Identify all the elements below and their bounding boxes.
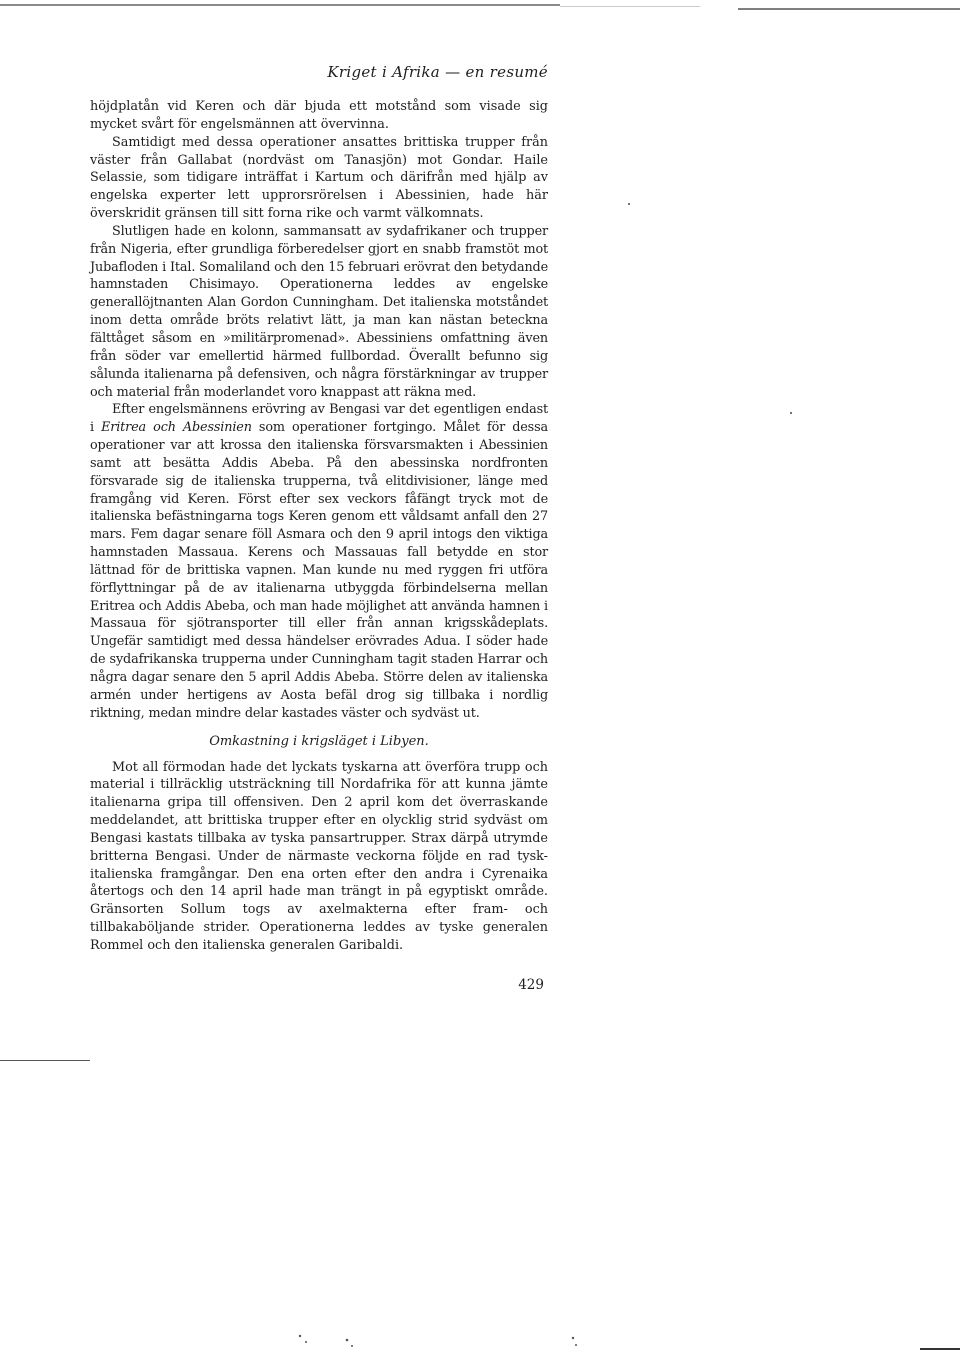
scan-edge-bottom [920,1348,960,1350]
running-head: Kriget i Afrika — en resumé [327,63,548,81]
dust-speck [572,1337,574,1339]
dust-speck [351,1345,353,1347]
scan-speck [628,203,630,205]
paragraph-3: Slutligen hade en kolonn, sammansatt av sydafrikaner och trupper från Nigeria, efter grundliga förberedelser gjort en snabb framstöt mot Jubafloden i Ital. Somaliland och den 15 februari erövrat den betydande hamnstaden Chisimayo. Operationerna leddes av engelske generallöjtnanten Alan Gordon Cunningham. Det italienska motståndet inom detta område bröts relativt lätt, ja man kan nästan beteckna fälttåget såsom en »militärpromenad». Abessiniens omfattning även från söder var emellertid härmed fullbordad. Överallt befunno sig sålunda italienarna på defensiven, och några förstärkningar av trupper och material från moderlandet voro knappast att räkna med. [90,223,549,400]
section-heading: Omkastning i krigsläget i Libyen. [209,733,429,749]
dust-speck [346,1339,349,1342]
page-number: 429 [518,976,544,993]
paragraph-4-text-start: Efter engelsmännens erövring av Bengasi var det egentligen endast i [90,402,548,436]
dust-speck [575,1344,577,1346]
paragraph-2: Samtidigt med dessa operationer ansattes brittiska trupper från väster från Gallabat (nordväst om Tanasjön) mot Gondar. Haile Selassie, som tidigare inträffat i Kartum och därifrån med hjälp av engelska experter lett upprorsrörelsen i Abessinien, hade här överskridit gränsen till sitt forna rike och varmt välkomnats. [90,134,548,222]
paragraph-4 [90,401,548,722]
scan-edge-top-right [738,8,960,10]
book-page [90,60,548,993]
margin-rule [0,1060,90,1061]
scan-edge-top-middle [560,6,700,7]
paragraph-4-text-end: som operationer fortgingo. Målet för dessa operationer var att krossa den italienska försvarsmakten i Abessinien samt att besätta Addis Abeba. På den abessinska nordfronten försvarade sig de italienska trupperna, två elitdivisioner, länge med framgång vid Keren. Först efter sex veckors fåfängt tryck mot de italienska befästningarna togs Keren genom ett våldsamt anfall den 27 mars. Fem dagar senare föll Asmara och den 9 april intogs den viktiga hamnstaden Massaua. Kerens och Massauas fall betydde en stor lättnad för de brittiska vapnen. Man kunde nu med ryggen fri utföra förflyttningar på de av italienarna utbyggda förbindelserna mellan Eritrea och Addis Abeba, och man hade möjlighet att använda hamnen i Massaua för sjötransporter till eller från annan krigsskådeplats. Ungefär samtidigt med dessa händelser erövrades Adua. I söder hade de sydafrikanska trupperna under Cunningham tagit staden Harrar och några dagar senare den 5 april Addis Abeba. Större delen av italienska armén under hertigens av Aosta befäl drog sig tillbaka i nordlig riktning, medan mindre delar kastades väster och sydväst ut. [90,420,548,721]
scan-edge-top-left [0,4,560,6]
scan-speck [790,412,792,414]
paragraph-5: Mot all förmodan hade det lyckats tyskarna att överföra trupp och material i tillräcklig utsträckning till Nordafrika för att kunna jämte italienarna gripa till offensiven. Den 2 april kom det överraskande meddelandet, att brittiska trupper efter en olycklig strid sydväst om Bengasi kastats tillbaka av tyska pansartrupper. Strax därpå utrymde britterna Bengasi. Under de närmaste veckorna följde en rad tysk-italienska framgångar. Den ena orten efter den andra i Cyrenaika återtogs och den 14 april hade man trängt in på egyptiskt område. Gränsorten Sollum togs av axelmakterna efter fram- och tillbakaböljande strider. Operationerna leddes av tyske generalen Rommel och den italienska generalen Garibaldi. [90,759,548,953]
dust-speck [299,1335,301,1337]
body-text [90,98,548,955]
paragraph-1: höjdplatån vid Keren och där bjuda ett motstånd som visade sig mycket svårt för engelsmännen att övervinna. [90,99,548,132]
scan-dust [0,1328,960,1355]
paragraph-4-italic: Eritrea och Abessinien [101,420,252,436]
dust-speck [305,1341,307,1343]
